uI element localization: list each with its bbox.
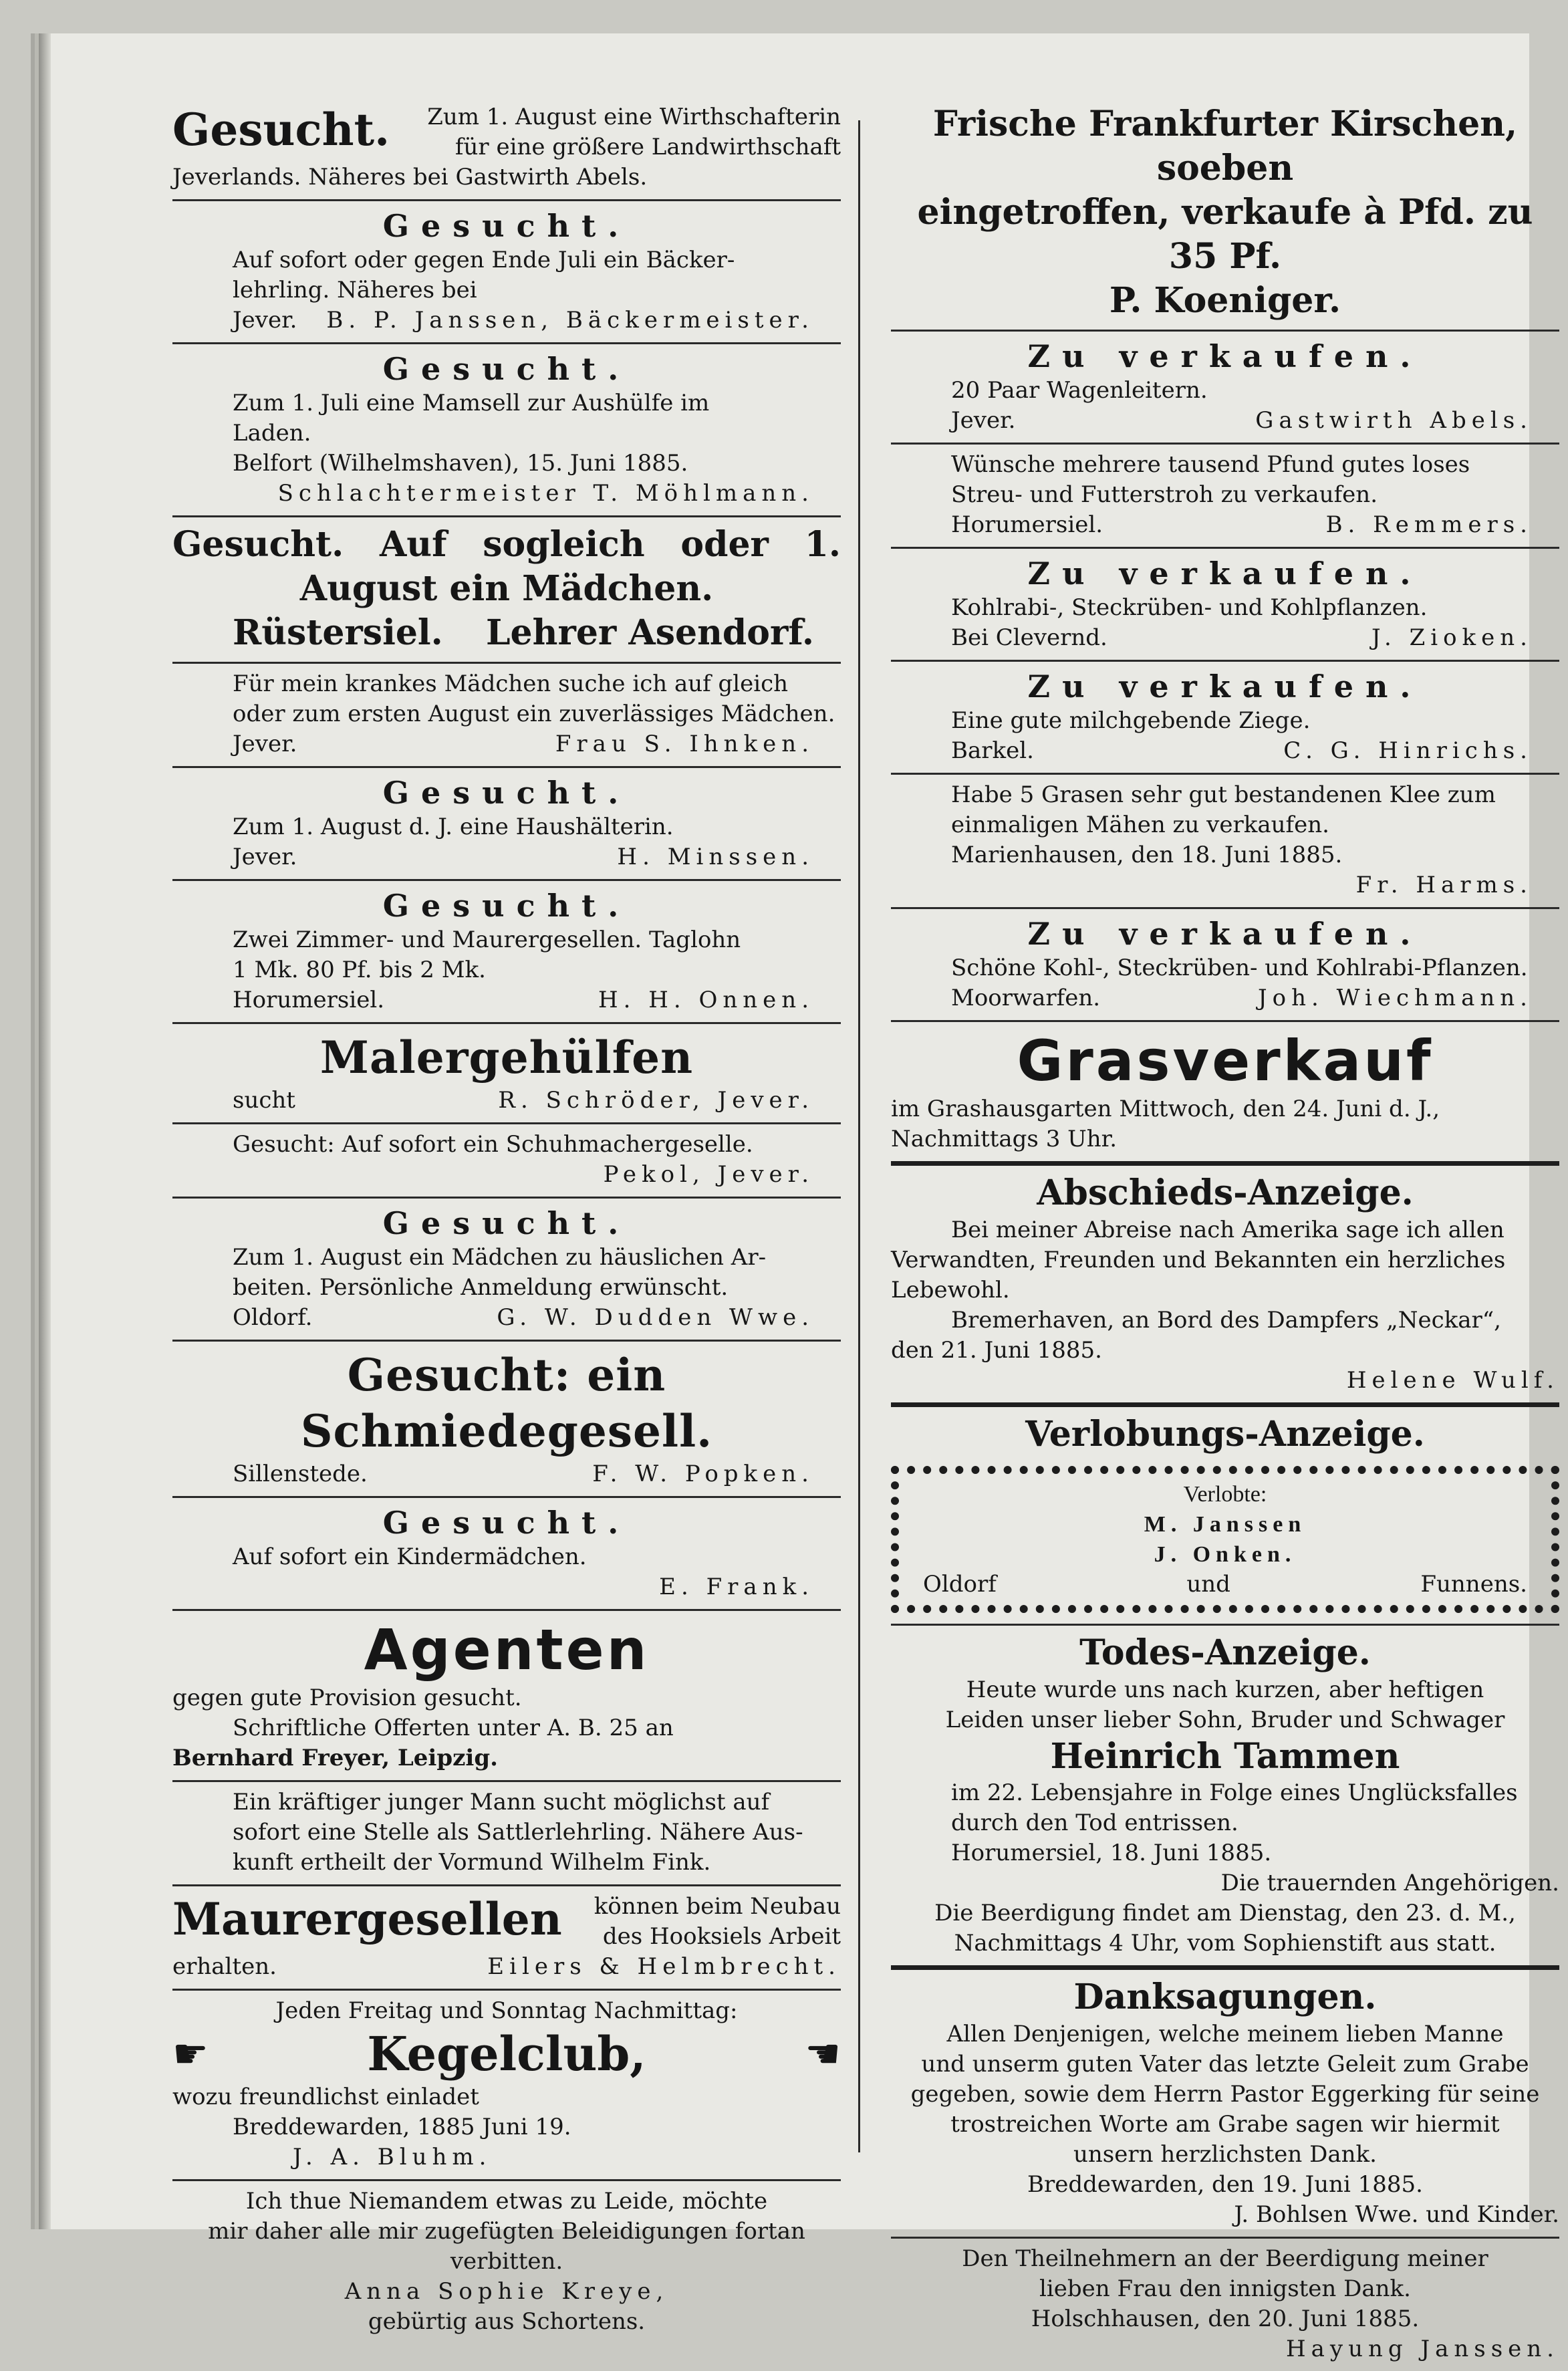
signature-row bbox=[172, 985, 841, 1015]
text-line: und bbox=[1186, 1571, 1230, 1598]
text-line: im 22. Lebensjahre in Folge eines Unglücksfalles bbox=[951, 1779, 1518, 1806]
text-line: Holschhausen, den 20. Juni 1885. bbox=[1031, 2305, 1420, 2332]
text-line: lieben Frau den innigsten Dank. bbox=[1039, 2275, 1411, 2302]
text-line: Bei meiner Abreise nach Amerika sage ich allen bbox=[951, 1217, 1505, 1243]
text-line: Horumersiel, 18. Juni 1885. bbox=[951, 1840, 1272, 1866]
advertisement bbox=[891, 2239, 1559, 2371]
ad-headline: Zu verkaufen. bbox=[1027, 668, 1423, 705]
advertisement bbox=[172, 201, 841, 344]
signature-row bbox=[891, 406, 1559, 436]
advertisement bbox=[891, 549, 1559, 662]
signer-name: Hayung Janssen. bbox=[1285, 2336, 1559, 2362]
advertisement bbox=[172, 1611, 841, 1782]
book-spine bbox=[39, 33, 51, 2229]
ad-headline: Gesucht. bbox=[382, 775, 631, 811]
advertisement bbox=[172, 1886, 841, 1991]
ad-headline: August ein Mädchen. bbox=[299, 568, 714, 609]
text-line: Allen Denjenigen, welche meinem lieben Manne bbox=[946, 2021, 1504, 2047]
ad-headline: Frische Frankfurter Kirschen, soeben bbox=[932, 104, 1518, 189]
advertisement bbox=[172, 881, 841, 1024]
text-line: 20 Paar Wagenleitern. bbox=[951, 377, 1208, 404]
signer-name: B. P. Janssen, Bäckermeister. bbox=[326, 307, 814, 334]
text-line: sofort eine Stelle als Sattlerlehrling. Nähere Aus- bbox=[233, 1819, 803, 1846]
signature-row bbox=[172, 1160, 841, 1190]
advertisement bbox=[172, 664, 841, 768]
text-line: kunft ertheilt der Vormund Wilhelm Fink. bbox=[233, 1849, 711, 1876]
ad-headline: Danksagungen. bbox=[1073, 1977, 1377, 2017]
place-name: Oldorf bbox=[923, 1571, 997, 1598]
text-line: gegen gute Provision gesucht. bbox=[172, 1684, 522, 1711]
ad-header-row bbox=[172, 102, 841, 162]
text-line: durch den Tod entrissen. bbox=[951, 1810, 1238, 1836]
text-line: Nachmittags 3 Uhr. bbox=[891, 1126, 1118, 1152]
ad-headline: Gesucht. bbox=[382, 888, 631, 924]
pointing-hand-right-icon: ☛ bbox=[172, 2031, 209, 2078]
text-line: Auf sofort ein Kindermädchen. bbox=[233, 1543, 587, 1570]
signer-name: B. Remmers. bbox=[1325, 511, 1533, 538]
text-line: Zum 1. August ein Mädchen zu häuslichen Ar- bbox=[233, 1244, 767, 1271]
text-line: den 21. Juni 1885. bbox=[891, 1337, 1102, 1364]
advertisement bbox=[172, 1124, 841, 1199]
place-name: Horumersiel. bbox=[951, 511, 1103, 538]
kegel-header bbox=[172, 2026, 841, 2082]
ad-headline: Gesucht: ein Schmiedegesell. bbox=[300, 1349, 713, 1457]
text-line: können beim Neubau bbox=[594, 1893, 841, 1920]
signer-name: E. Frank. bbox=[659, 1574, 814, 1600]
text-line: Die Beerdigung findet am Dienstag, den 23. d. M., bbox=[934, 1900, 1516, 1926]
advertisement bbox=[172, 768, 841, 881]
signature-row bbox=[172, 842, 841, 872]
advertisement bbox=[891, 909, 1559, 1022]
text-line: J. Onken. bbox=[1154, 1542, 1297, 1567]
signer-name: G. W. Dudden Wwe. bbox=[497, 1304, 814, 1331]
text-line: im Grashausgarten Mittwoch, den 24. Juni d. J., bbox=[891, 1096, 1440, 1122]
text-line: Ein kräftiger junger Mann sucht möglichst auf bbox=[233, 1789, 770, 1816]
place-name: Jever. bbox=[233, 844, 297, 870]
signer-name: J. Zioken. bbox=[1371, 624, 1533, 651]
signature-row bbox=[172, 1086, 841, 1116]
signer-name: Eilers & Helmbrecht. bbox=[487, 1953, 841, 1980]
advertisement bbox=[891, 1407, 1559, 1626]
place-name: Funnens. bbox=[1420, 1571, 1527, 1598]
ad-text bbox=[404, 102, 841, 162]
signature-row bbox=[172, 1459, 841, 1489]
ad-headline: Malergehülfen bbox=[319, 1031, 694, 1084]
text-line: gebürtig aus Schortens. bbox=[368, 2308, 646, 2335]
signature-row bbox=[891, 510, 1559, 540]
text-line: Marienhausen, den 18. Juni 1885. bbox=[951, 842, 1343, 868]
advertisement bbox=[891, 97, 1559, 332]
text-line: Verlobte: bbox=[1183, 1482, 1267, 1507]
advertisement bbox=[891, 445, 1559, 549]
place-name: sucht bbox=[233, 1087, 295, 1114]
ad-headline: Gesucht. bbox=[382, 1505, 631, 1541]
advertisement bbox=[172, 517, 841, 664]
advertisement bbox=[891, 1970, 1559, 2239]
column-divider bbox=[858, 120, 860, 2152]
text-line: M. Janssen bbox=[1144, 1512, 1307, 1537]
signature-row bbox=[172, 1303, 841, 1333]
signer-name: Schlachtermeister T. Möhlmann. bbox=[277, 480, 814, 507]
advertisement bbox=[891, 1022, 1559, 1166]
text-line: Bernhard Freyer, Leipzig. bbox=[172, 1745, 498, 1771]
advertisement bbox=[172, 1199, 841, 1342]
text-line: Wünsche mehrere tausend Pfund gutes loses bbox=[951, 451, 1470, 478]
signer-name: Anna Sophie Kreye, bbox=[344, 2278, 669, 2305]
ad-headline: Zu verkaufen. bbox=[1027, 338, 1423, 374]
text-line: unsern herzlichsten Dank. bbox=[1073, 2141, 1377, 2168]
deceased-name: Heinrich Tammen bbox=[1050, 1736, 1400, 1777]
ad-headline: Abschieds-Anzeige. bbox=[1037, 1172, 1414, 1213]
text-line: für eine größere Landwirthschaft bbox=[454, 134, 841, 160]
text-line: Kohlrabi-, Steckrüben- und Kohlpflanzen. bbox=[951, 594, 1428, 621]
advertisement bbox=[172, 97, 841, 201]
signer-name: C. G. Hinrichs. bbox=[1283, 737, 1533, 764]
text-line: Für mein krankes Mädchen suche ich auf gleich bbox=[233, 670, 789, 697]
advertisement bbox=[891, 1166, 1559, 1407]
text-line: Ich thue Niemandem etwas zu Leide, möchte bbox=[245, 2188, 768, 2215]
text-line: Schöne Kohl-, Steckrüben- und Kohlrabi-Pflanzen. bbox=[951, 955, 1528, 981]
right-column bbox=[891, 97, 1559, 2371]
signer-name: Fr. Harms. bbox=[1355, 872, 1533, 898]
signature-row bbox=[891, 983, 1559, 1013]
place-name: Rüstersiel. bbox=[233, 612, 443, 653]
advertisement bbox=[172, 1782, 841, 1886]
advertisement bbox=[172, 344, 841, 517]
ad-headline: Zu verkaufen. bbox=[1027, 555, 1423, 592]
text-line: Habe 5 Grasen sehr gut bestandenen Klee zum bbox=[951, 781, 1496, 808]
ad-headline: Grasverkauf bbox=[1017, 1028, 1434, 1094]
text-line: verbitten. bbox=[450, 2248, 563, 2275]
advertisement bbox=[172, 1024, 841, 1124]
text-line: Verwandten, Freunden und Bekannten ein herzliches bbox=[891, 1247, 1506, 1273]
place-name: Horumersiel. bbox=[233, 987, 385, 1013]
text-line: Jeverlands. Näheres bei Gastwirth Abels. bbox=[172, 164, 648, 191]
text-line: Bremerhaven, an Bord des Dampfers „Neckar“, bbox=[951, 1307, 1501, 1334]
text-line: einmaligen Mähen zu verkaufen. bbox=[951, 812, 1329, 838]
signature-row bbox=[891, 623, 1559, 653]
advertisement bbox=[172, 1498, 841, 1611]
ad-text bbox=[577, 1892, 841, 1952]
ad-headline: Todes-Anzeige. bbox=[1079, 1632, 1371, 1673]
text-line: Zwei Zimmer- und Maurergesellen. Taglohn bbox=[233, 926, 741, 953]
advertisement bbox=[172, 2181, 841, 2344]
advertisement bbox=[891, 775, 1559, 909]
text-line: wozu freundlichst einladet bbox=[172, 2084, 479, 2110]
signature-row bbox=[172, 1952, 841, 1982]
place-name: Jever. bbox=[233, 307, 297, 334]
ad-headline: Verlobungs-Anzeige. bbox=[1025, 1414, 1425, 1455]
text-line: Lebewohl. bbox=[891, 1277, 1010, 1303]
signer-name: Gastwirth Abels. bbox=[1255, 407, 1533, 434]
place-name: Oldorf. bbox=[233, 1304, 313, 1331]
text-line: Zum 1. August d. J. eine Haushälterin. bbox=[233, 814, 674, 840]
signer-name: Frau S. Ihnken. bbox=[555, 731, 814, 757]
signer-name: R. Schröder, Jever. bbox=[498, 1087, 814, 1114]
signer-name: Pekol, Jever. bbox=[603, 1161, 814, 1188]
ad-headline: eingetroffen, verkaufe à Pfd. zu 35 Pf. bbox=[917, 192, 1533, 277]
left-column bbox=[172, 97, 841, 2344]
signer-name: Joh. Wiechmann. bbox=[1257, 985, 1533, 1011]
text-line: Zum 1. Juli eine Mamsell zur Aushülfe im bbox=[233, 390, 710, 416]
text-line: Eine gute milchgebende Ziege. bbox=[951, 707, 1311, 734]
advertisement bbox=[172, 1991, 841, 2181]
text-line: Leiden unser lieber Sohn, Bruder und Schwager bbox=[945, 1707, 1505, 1733]
text-line: Breddewarden, 1885 Juni 19. bbox=[233, 2114, 571, 2140]
text-line: Zum 1. August eine Wirthschafterin bbox=[427, 104, 841, 130]
signer-name: J. A. Bluhm. bbox=[293, 2144, 492, 2170]
place-name: Sillenstede. bbox=[233, 1461, 368, 1487]
text-line: Den Theilnehmern an der Beerdigung meiner bbox=[962, 2245, 1488, 2272]
advertisement bbox=[172, 1342, 841, 1498]
signer-name: Lehrer Asendorf. bbox=[485, 612, 814, 653]
ad-headline: Gesucht. bbox=[382, 1205, 631, 1241]
signer-name: P. Koeniger. bbox=[1109, 280, 1341, 321]
text-line: Schriftliche Offerten unter A. B. 25 an bbox=[233, 1715, 674, 1741]
ad-headline: Gesucht. Auf sogleich oder 1. bbox=[172, 524, 841, 565]
ad-headline: Kegelclub, bbox=[367, 2026, 646, 2082]
text-line: trostreichen Worte am Grabe sagen wir hiermit bbox=[950, 2111, 1500, 2138]
ad-headline: Gesucht. bbox=[172, 104, 390, 156]
text-line: Streu- und Futterstroh zu verkaufen. bbox=[951, 481, 1378, 508]
signer-name: F. W. Popken. bbox=[592, 1461, 814, 1487]
text-line: Laden. bbox=[233, 420, 311, 447]
ad-headline: Agenten bbox=[364, 1617, 650, 1682]
ad-headline: Gesucht. bbox=[382, 208, 631, 244]
newspaper-page bbox=[39, 33, 1559, 2362]
text-line: 1 Mk. 80 Pf. bis 2 Mk. bbox=[233, 957, 486, 983]
text-line: gegeben, sowie dem Herrn Pastor Eggerking für seine bbox=[910, 2081, 1540, 2108]
signer-name: Die trauernden Angehörigen. bbox=[1220, 1870, 1559, 1896]
text-line: Breddewarden, den 19. Juni 1885. bbox=[1027, 2171, 1423, 2198]
text-line: Heute wurde uns nach kurzen, aber heftigen bbox=[966, 1676, 1484, 1703]
place-name: Barkel. bbox=[951, 737, 1034, 764]
ad-headline: Gesucht. bbox=[382, 351, 631, 387]
advertisement bbox=[891, 332, 1559, 445]
text-line: Nachmittags 4 Uhr, vom Sophienstift aus statt. bbox=[954, 1930, 1496, 1957]
signature-row bbox=[172, 1572, 841, 1602]
place-name: Bei Clevernd. bbox=[951, 624, 1107, 651]
signature-row bbox=[891, 870, 1559, 900]
signer-name: H. H. Onnen. bbox=[598, 987, 814, 1013]
text-line: Jeden Freitag und Sonntag Nachmittag: bbox=[275, 1997, 738, 2024]
ad-headline: Maurergesellen bbox=[172, 1893, 562, 1945]
advertisement bbox=[891, 1626, 1559, 1970]
signature-row bbox=[923, 1570, 1527, 1600]
place-name: erhalten. bbox=[172, 1953, 277, 1980]
text-line: Auf sofort oder gegen Ende Juli ein Bäcker- bbox=[233, 247, 735, 273]
text-line: Belfort (Wilhelmshaven), 15. Juni 1885. bbox=[233, 450, 688, 477]
ornamental-border bbox=[891, 1466, 1559, 1613]
text-line: lehrling. Näheres bei bbox=[233, 277, 477, 303]
text-line: und unserm guten Vater das letzte Geleit zum Grabe bbox=[921, 2051, 1529, 2078]
place-name: Jever. bbox=[233, 731, 297, 757]
text-line: beiten. Persönliche Anmeldung erwünscht. bbox=[233, 1274, 729, 1301]
signature-row bbox=[891, 736, 1559, 766]
text-line: Gesucht: Auf sofort ein Schuhmachergeselle. bbox=[233, 1131, 753, 1158]
signer-name: Helene Wulf. bbox=[1346, 1367, 1559, 1394]
signer-name: J. Bohlsen Wwe. und Kinder. bbox=[1234, 2201, 1559, 2228]
place-name: Jever. bbox=[951, 407, 1016, 434]
pointing-hand-left-icon: ☚ bbox=[805, 2031, 841, 2078]
signature-row bbox=[172, 305, 841, 336]
ad-header-row bbox=[172, 1892, 841, 1952]
text-line: mir daher alle mir zugefügten Beleidigungen fortan bbox=[208, 2218, 805, 2245]
signature-row bbox=[172, 479, 841, 509]
advertisement bbox=[891, 662, 1559, 775]
place-name: Moorwarfen. bbox=[951, 985, 1101, 1011]
signer-name: H. Minssen. bbox=[617, 844, 814, 870]
signature-row bbox=[172, 729, 841, 759]
ad-headline: Zu verkaufen. bbox=[1027, 916, 1423, 952]
signature-row bbox=[172, 611, 841, 655]
text-line: des Hooksiels Arbeit bbox=[602, 1923, 841, 1950]
text-line: oder zum ersten August ein zuverlässiges Mädchen. bbox=[233, 701, 835, 727]
